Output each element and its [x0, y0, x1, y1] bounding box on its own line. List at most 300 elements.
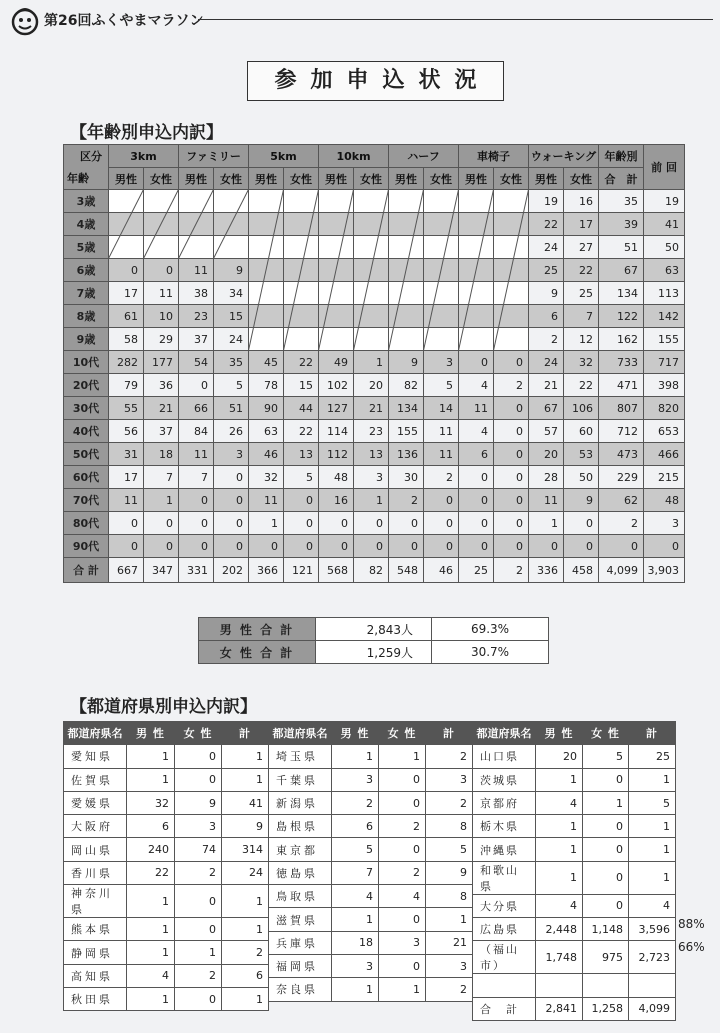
age-cell: 27 — [564, 236, 599, 259]
age-row — [64, 259, 685, 282]
pref-row — [473, 838, 676, 861]
pref-name: 茨城県 — [473, 768, 536, 791]
pref-row — [64, 838, 269, 861]
age-row — [64, 351, 685, 374]
age-row — [64, 213, 685, 236]
age-cell: 6 — [459, 443, 494, 466]
pref-name: 大分県 — [473, 894, 536, 917]
age-cell — [249, 236, 284, 259]
age-cell: 44 — [284, 397, 319, 420]
male-subheader: 男性 — [249, 168, 284, 190]
age-cell: 23 — [179, 305, 214, 328]
pref-row — [269, 908, 473, 931]
age-cell — [179, 236, 214, 259]
age-cell: 11 — [249, 489, 284, 512]
pref-male: 7 — [332, 861, 379, 884]
age-row — [64, 443, 685, 466]
age-cell — [354, 328, 389, 351]
pref-name: 栃木県 — [473, 815, 536, 838]
age-cell: 0 — [459, 466, 494, 489]
age-cell: 2 — [389, 489, 424, 512]
age-cell: 29 — [144, 328, 179, 351]
age-cell: 162 — [599, 328, 644, 351]
age-cell — [109, 190, 144, 213]
age-cell: 90 — [249, 397, 284, 420]
pref-name: 徳島県 — [269, 861, 332, 884]
age-label: 10代 — [64, 351, 109, 374]
pref-total: 4 — [629, 894, 676, 917]
pref-row — [269, 885, 473, 908]
age-cell — [354, 259, 389, 282]
summary-value: 1,259人 — [316, 641, 432, 664]
age-cell: 11 — [109, 489, 144, 512]
gender-summary-table — [198, 617, 549, 664]
age-label: 20代 — [64, 374, 109, 397]
age-label: 60代 — [64, 466, 109, 489]
female-subheader: 女性 — [144, 168, 179, 190]
age-cell: 0 — [564, 512, 599, 535]
age-cell: 67 — [529, 397, 564, 420]
age-cell — [214, 236, 249, 259]
age-cell: 15 — [214, 305, 249, 328]
age-cell: 21 — [529, 374, 564, 397]
age-cell: 11 — [424, 420, 459, 443]
age-label: 80代 — [64, 512, 109, 535]
pref-female: 2 — [379, 861, 426, 884]
pref-total: 4,099 — [629, 997, 676, 1020]
age-section-heading: 【年齢別申込内訳】 — [70, 123, 223, 143]
age-cell — [319, 236, 354, 259]
pref-row — [473, 745, 676, 768]
age-cell: 4,099 — [599, 558, 644, 583]
age-cell: 61 — [109, 305, 144, 328]
age-cell: 7 — [179, 466, 214, 489]
age-cell — [249, 305, 284, 328]
age-cell — [389, 213, 424, 236]
age-label: 50代 — [64, 443, 109, 466]
pref-row — [473, 894, 676, 917]
pref-row — [64, 815, 269, 838]
page-header — [0, 0, 720, 40]
age-cell — [459, 282, 494, 305]
age-cell: 1 — [354, 489, 389, 512]
pref-male: 6 — [332, 815, 379, 838]
age-cell: 0 — [494, 512, 529, 535]
summary-row — [199, 641, 549, 664]
pref-name: 愛媛県 — [64, 791, 127, 814]
age-cell — [494, 259, 529, 282]
age-cell: 30 — [389, 466, 424, 489]
age-cell: 113 — [644, 282, 685, 305]
age-cell — [459, 259, 494, 282]
age-cell — [249, 328, 284, 351]
age-cell: 282 — [109, 351, 144, 374]
age-cell: 102 — [319, 374, 354, 397]
pref-female: 1 — [175, 941, 222, 964]
pref-total — [629, 974, 676, 997]
pref-name: 香川県 — [64, 861, 127, 884]
pref-name-header: 都道府県名 — [64, 722, 127, 745]
age-cell: 548 — [389, 558, 424, 583]
pref-female: 975 — [583, 941, 629, 974]
age-cell: 0 — [284, 489, 319, 512]
age-cell: 0 — [354, 535, 389, 558]
age-cell: 1 — [529, 512, 564, 535]
pref-total: 3 — [426, 768, 473, 791]
age-cell — [354, 236, 389, 259]
age-cell — [354, 282, 389, 305]
age-cell: 653 — [644, 420, 685, 443]
pref-total: 1 — [222, 885, 269, 918]
pref-male: 6 — [127, 815, 175, 838]
age-cell — [494, 236, 529, 259]
pref-total: 3,596 — [629, 918, 676, 941]
male-subheader: 男性 — [389, 168, 424, 190]
pref-female: 0 — [175, 885, 222, 918]
pref-total: 1 — [222, 987, 269, 1010]
age-cell: 820 — [644, 397, 685, 420]
age-row — [64, 535, 685, 558]
age-cell: 62 — [599, 489, 644, 512]
age-breakdown-table — [63, 144, 685, 583]
pref-name: 滋賀県 — [269, 908, 332, 931]
age-cell: 0 — [494, 420, 529, 443]
age-cell: 21 — [144, 397, 179, 420]
pref-male: 240 — [127, 838, 175, 861]
age-row — [64, 374, 685, 397]
age-cell: 22 — [284, 351, 319, 374]
category-header: ウォーキング — [529, 145, 599, 168]
pref-male: 22 — [127, 861, 175, 884]
age-cell: 0 — [494, 489, 529, 512]
pref-male: 5 — [332, 838, 379, 861]
pref-total: 21 — [426, 931, 473, 954]
pref-row — [473, 815, 676, 838]
age-cell: 122 — [599, 305, 644, 328]
age-cell: 398 — [644, 374, 685, 397]
pref-total: 9 — [426, 861, 473, 884]
pref-male: 1 — [536, 861, 583, 894]
pref-total: 2 — [426, 978, 473, 1001]
age-cell — [389, 190, 424, 213]
age-cell — [144, 236, 179, 259]
pref-row — [269, 978, 473, 1001]
age-cell — [109, 236, 144, 259]
age-cell — [459, 236, 494, 259]
age-cell: 155 — [389, 420, 424, 443]
category-header: 10km — [319, 145, 389, 168]
age-cell — [424, 328, 459, 351]
female-header: 女 性 — [583, 722, 629, 745]
pref-male: 1 — [127, 987, 175, 1010]
age-cell: 0 — [459, 351, 494, 374]
age-cell: 3 — [424, 351, 459, 374]
age-cell: 215 — [644, 466, 685, 489]
pref-total: 8 — [426, 885, 473, 908]
age-cell: 63 — [249, 420, 284, 443]
pref-row — [64, 768, 269, 791]
age-cell: 0 — [459, 489, 494, 512]
age-cell — [284, 282, 319, 305]
age-cell — [424, 190, 459, 213]
age-cell: 1 — [354, 351, 389, 374]
age-cell: 127 — [319, 397, 354, 420]
pref-row — [473, 918, 676, 941]
pref-total: 3 — [426, 954, 473, 977]
corner-top-label: 区分 — [80, 150, 102, 163]
age-cell: 19 — [529, 190, 564, 213]
pref-female: 0 — [583, 838, 629, 861]
age-cell — [284, 305, 319, 328]
pref-name: 和歌山県 — [473, 861, 536, 894]
fukuyama-share: 66% — [678, 940, 705, 954]
age-row — [64, 466, 685, 489]
header-title: 第26回ふくやまマラソン — [44, 13, 204, 29]
pref-name: 大阪府 — [64, 815, 127, 838]
pref-total: 8 — [426, 815, 473, 838]
pref-row — [269, 768, 473, 791]
pref-row — [473, 768, 676, 791]
pref-row — [269, 791, 473, 814]
female-subheader: 女性 — [564, 168, 599, 190]
age-cell — [459, 328, 494, 351]
pref-name: 鳥取県 — [269, 885, 332, 908]
age-cell: 466 — [644, 443, 685, 466]
pref-female: 5 — [583, 745, 629, 768]
age-cell: 11 — [144, 282, 179, 305]
age-cell: 0 — [494, 535, 529, 558]
pref-total: 1 — [629, 768, 676, 791]
pref-male — [536, 974, 583, 997]
age-cell: 331 — [179, 558, 214, 583]
pref-row — [269, 861, 473, 884]
age-cell: 0 — [459, 512, 494, 535]
age-cell: 11 — [179, 443, 214, 466]
pref-row — [64, 941, 269, 964]
age-cell: 0 — [389, 535, 424, 558]
age-cell: 12 — [564, 328, 599, 351]
age-cell: 667 — [109, 558, 144, 583]
age-cell: 3,903 — [644, 558, 685, 583]
age-cell: 134 — [599, 282, 644, 305]
pref-female: 9 — [175, 791, 222, 814]
pref-male: 2,841 — [536, 997, 583, 1020]
age-cell: 2 — [424, 466, 459, 489]
pref-male: 1 — [127, 941, 175, 964]
pref-row — [64, 885, 269, 918]
age-cell: 9 — [529, 282, 564, 305]
age-cell: 79 — [109, 374, 144, 397]
age-cell: 5 — [424, 374, 459, 397]
age-cell — [389, 282, 424, 305]
pref-total: 1 — [629, 838, 676, 861]
pref-name: 新潟県 — [269, 791, 332, 814]
age-cell: 23 — [354, 420, 389, 443]
pref-male: 20 — [536, 745, 583, 768]
age-cell — [319, 190, 354, 213]
age-cell: 82 — [389, 374, 424, 397]
pref-row — [473, 861, 676, 894]
pref-name: 高知県 — [64, 964, 127, 987]
pref-female: 0 — [175, 987, 222, 1010]
age-cell: 60 — [564, 420, 599, 443]
pref-row — [64, 745, 269, 768]
age-cell: 9 — [389, 351, 424, 374]
age-cell — [354, 305, 389, 328]
age-cell: 5 — [284, 466, 319, 489]
age-cell: 49 — [319, 351, 354, 374]
age-cell — [389, 305, 424, 328]
age-cell: 229 — [599, 466, 644, 489]
category-header: 5km — [249, 145, 319, 168]
age-row — [64, 328, 685, 351]
pref-name: 東京都 — [269, 838, 332, 861]
age-cell: 7 — [564, 305, 599, 328]
female-subheader: 女性 — [494, 168, 529, 190]
age-label: 9歳 — [64, 328, 109, 351]
male-subheader: 男性 — [109, 168, 144, 190]
age-cell: 733 — [599, 351, 644, 374]
pref-name: （福山市） — [473, 941, 536, 974]
age-cell: 0 — [284, 535, 319, 558]
prefecture-table-1 — [63, 721, 269, 1011]
pref-female: 0 — [379, 908, 426, 931]
age-cell: 0 — [284, 512, 319, 535]
pref-female: 1 — [379, 745, 426, 768]
age-cell — [494, 305, 529, 328]
pref-total: 5 — [629, 791, 676, 814]
age-cell: 11 — [529, 489, 564, 512]
pref-name: 埼玉県 — [269, 745, 332, 768]
age-cell — [249, 259, 284, 282]
pref-male: 4 — [332, 885, 379, 908]
age-cell: 56 — [109, 420, 144, 443]
pref-name: 福岡県 — [269, 954, 332, 977]
age-cell: 0 — [494, 443, 529, 466]
age-cell: 114 — [319, 420, 354, 443]
total-header: 計 — [426, 722, 473, 745]
age-label: 5歳 — [64, 236, 109, 259]
pref-male: 3 — [332, 768, 379, 791]
pref-row — [269, 815, 473, 838]
pref-male: 2 — [332, 791, 379, 814]
pref-male: 4 — [536, 894, 583, 917]
age-cell: 717 — [644, 351, 685, 374]
age-label: 3歳 — [64, 190, 109, 213]
age-cell — [319, 213, 354, 236]
age-row — [64, 282, 685, 305]
pref-female: 0 — [379, 838, 426, 861]
pref-male: 1 — [536, 768, 583, 791]
age-cell: 0 — [459, 535, 494, 558]
age-cell: 16 — [564, 190, 599, 213]
age-cell: 0 — [494, 351, 529, 374]
pref-name: 静岡県 — [64, 941, 127, 964]
pref-female: 4 — [379, 885, 426, 908]
pref-name: 岡山県 — [64, 838, 127, 861]
age-cell: 177 — [144, 351, 179, 374]
age-cell — [494, 282, 529, 305]
age-cell: 32 — [564, 351, 599, 374]
pref-female: 1,148 — [583, 918, 629, 941]
age-cell — [284, 259, 319, 282]
pref-total: 6 — [222, 964, 269, 987]
age-row — [64, 397, 685, 420]
age-cell — [459, 213, 494, 236]
female-subheader: 女性 — [424, 168, 459, 190]
pref-female: 0 — [175, 918, 222, 941]
age-cell: 0 — [214, 535, 249, 558]
pref-total: 41 — [222, 791, 269, 814]
age-cell: 51 — [214, 397, 249, 420]
age-cell: 0 — [179, 489, 214, 512]
age-cell — [319, 305, 354, 328]
summary-row — [199, 618, 549, 641]
pref-total: 1 — [426, 908, 473, 931]
age-label: 8歳 — [64, 305, 109, 328]
age-cell: 25 — [529, 259, 564, 282]
pref-row — [269, 931, 473, 954]
age-row — [64, 190, 685, 213]
age-cell: 5 — [214, 374, 249, 397]
age-cell: 26 — [214, 420, 249, 443]
age-cell — [424, 213, 459, 236]
pref-total: 25 — [629, 745, 676, 768]
age-cell: 55 — [109, 397, 144, 420]
age-cell — [354, 213, 389, 236]
total-header: 計 — [222, 722, 269, 745]
age-cell: 50 — [564, 466, 599, 489]
pref-row — [64, 918, 269, 941]
age-cell — [319, 259, 354, 282]
age-cell: 48 — [644, 489, 685, 512]
pref-male: 1 — [127, 918, 175, 941]
age-cell: 471 — [599, 374, 644, 397]
age-cell: 3 — [644, 512, 685, 535]
age-cell: 0 — [389, 512, 424, 535]
pref-female: 0 — [379, 954, 426, 977]
age-cell: 48 — [319, 466, 354, 489]
age-cell: 0 — [424, 489, 459, 512]
age-cell: 0 — [319, 512, 354, 535]
age-label: 合 計 — [64, 558, 109, 583]
pref-name — [473, 974, 536, 997]
pref-female: 3 — [379, 931, 426, 954]
pref-male: 32 — [127, 791, 175, 814]
age-cell: 10 — [144, 305, 179, 328]
age-cell: 82 — [354, 558, 389, 583]
age-cell: 37 — [179, 328, 214, 351]
age-label: 70代 — [64, 489, 109, 512]
pref-total: 314 — [222, 838, 269, 861]
age-cell: 0 — [144, 512, 179, 535]
pref-male: 4 — [536, 791, 583, 814]
age-cell — [494, 328, 529, 351]
pref-row — [269, 838, 473, 861]
age-cell — [179, 190, 214, 213]
age-cell: 3 — [214, 443, 249, 466]
age-cell: 22 — [529, 213, 564, 236]
age-cell: 9 — [214, 259, 249, 282]
age-cell: 54 — [179, 351, 214, 374]
age-label: 4歳 — [64, 213, 109, 236]
pref-female: 0 — [175, 745, 222, 768]
pref-row — [473, 941, 676, 974]
pref-total: 2 — [426, 745, 473, 768]
age-cell: 57 — [529, 420, 564, 443]
pref-name-header: 都道府県名 — [269, 722, 332, 745]
age-cell: 25 — [459, 558, 494, 583]
